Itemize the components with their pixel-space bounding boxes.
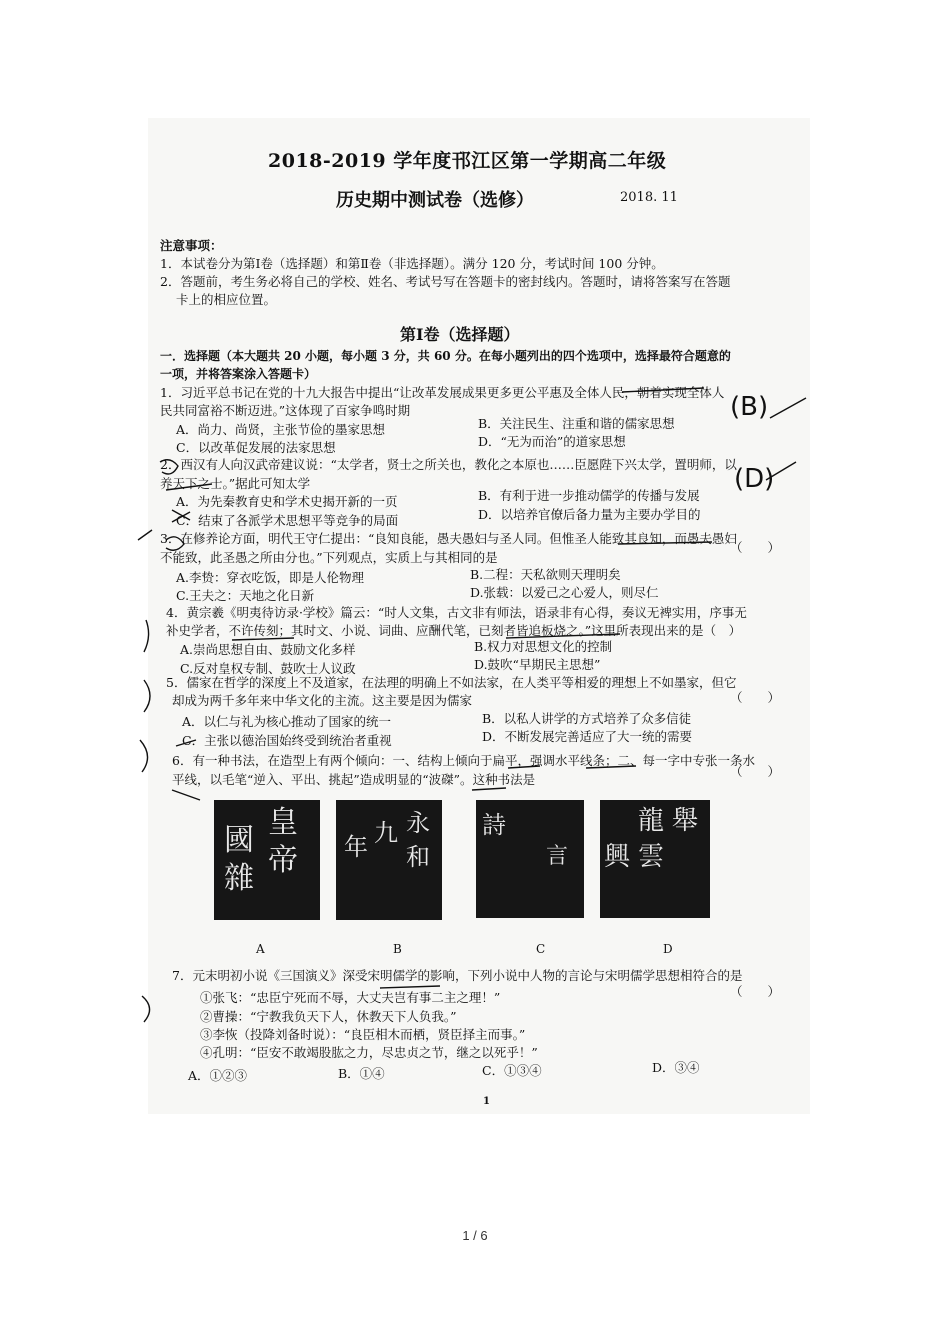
calligraphy-a-glyph: 皇 (268, 805, 298, 840)
pen-underline (232, 638, 294, 640)
q1-stem-a: 1．习近平总书记在党的十九大报告中提出“让改革发展成果更多更公平惠及全体人民，朝着实现全体人 (160, 385, 725, 400)
pen-cross-mark (172, 510, 190, 520)
q3-stem-a: 3．在修养论方面，明代王守仁提出：“良知良能，愚夫愚妇与圣人同。但惟圣人能致其良知，而愚夫愚妇 (160, 531, 737, 546)
q4-option-c: C.反对皇权专制、鼓吹士人议政 (180, 661, 356, 676)
q1-option-a: A．尚力、尚贤，主张节俭的墨家思想 (176, 422, 386, 437)
q6-stem-b: 平线，以毛笔“逆入、平出、挑起”造成明显的“波磔”。这种书法是 (172, 772, 536, 787)
notice-item-2b: 卡上的相应位置。 (176, 292, 277, 307)
pen-paren-mark (144, 680, 150, 712)
q4-option-d: D.鼓吹“早期民主思想” (474, 657, 601, 672)
pen-stroke (138, 530, 152, 540)
page-footer: 1 / 6 (462, 1228, 488, 1243)
calligraphy-label-c: C (536, 942, 546, 956)
pen-underline (472, 788, 506, 790)
notice-item-2a: 2．答题前，考生务必将自己的学校、姓名、考试号写在答题卡的密封线内。答题时，请将答案写在答题 (160, 274, 731, 289)
q3-stem-b: 不能致，此圣愚之所由分也。”下列观点，实质上与其相同的是 (160, 550, 498, 565)
q7-statement-2: ②曹操：“宁教我负天下人，休教天下人负我。” (200, 1009, 457, 1024)
calligraphy-d-glyph: 舉 (672, 806, 699, 836)
calligraphy-b-glyph: 永 (406, 809, 430, 837)
pen-paren-mark (142, 996, 150, 1022)
pen-underline (586, 766, 636, 768)
instructions-b: 一项，并将答案涂入答题卡） (160, 367, 317, 381)
calligraphy-label-b: B (393, 942, 402, 956)
pen-underline (506, 634, 620, 638)
page-number: 1 (483, 1096, 490, 1107)
q7-statement-1: ①张飞：“忠臣宁死而不辱，大丈夫岂有事二主之理！” (200, 990, 501, 1005)
q7-statement-3: ③李恢（投降刘备时说）：“良臣相木而栖，贤臣择主而事。” (200, 1027, 526, 1042)
calligraphy-a-glyph: 帝 (268, 843, 298, 878)
q5-stem-a: 5．儒家在哲学的深度上不及道家，在法理的明确上不如法家，在人类平等相爱的理想上不如墨家，但它 (166, 675, 737, 690)
q3-option-b: B.二程：天私欲则天理明矣 (470, 567, 621, 582)
calligraphy-d-glyph: 雲 (638, 842, 665, 872)
q2-stem-b: 养天下之士。”据此可知太学 (160, 476, 311, 491)
pen-underline (618, 542, 712, 544)
q3-option-a: A.李贽：穿衣吃饭，即是人伦物理 (176, 570, 365, 585)
q6-stem-a: 6．有一种书法，在造型上有两个倾向：一、结构上倾向于扁平，强调水平线条；二、每一字中专张一条水 (172, 753, 755, 768)
calligraphy-b-glyph: 九 (374, 819, 398, 847)
pen-circle-mark (160, 460, 178, 474)
pen-cross-mark (176, 740, 196, 746)
q3-option-c: C.王夫之：天地之化日新 (176, 588, 315, 603)
calligraphy-label-a: A (256, 942, 265, 956)
q5-answer-paren: （ ） (730, 690, 781, 705)
calligraphy-a-glyph: 雜 (224, 861, 254, 896)
q2-option-d: D．以培养官僚后备力量为主要办学目的 (478, 507, 701, 522)
q7-answer-paren: （ ） (730, 984, 781, 999)
q1-option-c: C．以改革促发展的法家思想 (176, 440, 336, 455)
pen-paren-mark (140, 740, 148, 772)
q2-option-c: C．结束了各派学术思想平等竞争的局面 (176, 513, 399, 528)
q7-statement-4: ④孔明：“臣安不敢竭股肱之力，尽忠贞之节，继之以死乎！” (200, 1045, 538, 1060)
pen-check-mark (766, 462, 796, 480)
q7-option-d: D．③④ (652, 1060, 700, 1075)
q2-stem-a: 2．西汉有人向汉武帝建议说：“太学者，贤士之所关也，教化之本原也……臣愿陛下兴太学，置明师，以 (160, 457, 737, 472)
calligraphy-c-glyph: 詩 (482, 811, 506, 839)
pen-underline (508, 766, 540, 768)
q2-handwritten-answer: (D) (734, 464, 775, 494)
q7-stem: 7．元末明初小说《三国演义》深受宋明儒学的影响，下列小说中人物的言论与宋明儒学思想相符合的是 (172, 968, 743, 983)
q5-option-d: D．不断发展完善适应了大一统的需要 (482, 729, 693, 744)
q3-answer-paren: （ ） (730, 540, 781, 555)
exam-date: 2018. 11 (620, 190, 678, 205)
q7-option-c: C．①③④ (482, 1063, 542, 1078)
pen-underline (166, 484, 212, 490)
section-title: 第Ⅰ卷（选择题） (400, 325, 520, 344)
q7-option-b: B．①④ (338, 1066, 385, 1081)
q2-option-a: A．为先秦教育史和学术史揭开新的一页 (176, 494, 398, 509)
exam-title: 2018-2019 学年度邗江区第一学期高二年级 (268, 150, 667, 172)
q7-option-a: A．①②③ (188, 1068, 248, 1083)
calligraphy-d-glyph: 興 (604, 842, 631, 872)
notice-item-1: 1．本试卷分为第Ⅰ卷（选择题）和第Ⅱ卷（非选择题）。满分 120 分，考试时间 100 分钟。 (160, 256, 664, 271)
q2-option-b: B．有利于进一步推动儒学的传播与发展 (478, 488, 700, 503)
q4-stem-b: 补史学者，不许传刻；其时文、小说、词曲、应酬代笔，已刻者皆追板烧之。”这里所表现出来的是（ ） (166, 623, 742, 638)
q5-stem-b: 却成为两千多年来中华文化的主流。这主要是因为儒家 (172, 693, 473, 708)
pen-underline (622, 388, 704, 392)
pen-circle-mark (166, 537, 184, 550)
calligraphy-a-glyph: 國 (224, 823, 254, 858)
pen-stroke (172, 790, 200, 800)
pen-cross-mark (172, 512, 190, 522)
q4-stem-a: 4．黄宗羲《明夷待访录·学校》篇云：“时人文集，古文非有师法，语录非有心得，奏议无裨实用，序事无 (166, 605, 747, 620)
pen-paren-mark (144, 620, 149, 652)
q3-option-d: D.张载：以爱己之心爱人，则尽仁 (470, 585, 659, 600)
q1-option-b: B．关注民生、注重和谐的儒家思想 (478, 416, 675, 431)
calligraphy-b-glyph: 年 (344, 833, 368, 861)
exam-subtitle: 历史期中测试卷（选修） (336, 190, 534, 211)
q1-handwritten-answer: (B) (730, 392, 769, 422)
calligraphy-d-glyph: 龍 (638, 806, 665, 836)
calligraphy-b-glyph: 和 (406, 843, 430, 871)
q1-stem-b: 民共同富裕不断迈进。”这体现了百家争鸣时期 (160, 403, 411, 418)
q6-answer-paren: （ ） (730, 764, 781, 779)
pen-underline (380, 986, 440, 988)
notice-heading: 注意事项： (160, 238, 223, 253)
calligraphy-c-glyph: 言 (546, 844, 569, 869)
q4-option-b: B.权力对思想文化的控制 (474, 639, 613, 654)
q5-option-b: B．以私人讲学的方式培养了众多信徒 (482, 711, 692, 726)
q1-option-d: D．“无为而治”的道家思想 (478, 434, 626, 449)
instructions-a: 一．选择题（本大题共 20 小题，每小题 3 分，共 60 分。在每小题列出的四个选项中，选择最符合题意的 (160, 349, 731, 363)
q5-option-c: C．主张以德治国始终受到统治者重视 (182, 733, 392, 748)
q5-option-a: A．以仁与礼为核心推动了国家的统一 (182, 714, 392, 729)
q4-option-a: A.崇尚思想自由、鼓励文化多样 (180, 642, 356, 657)
calligraphy-label-d: D (663, 942, 673, 956)
pen-check-mark (770, 398, 806, 418)
